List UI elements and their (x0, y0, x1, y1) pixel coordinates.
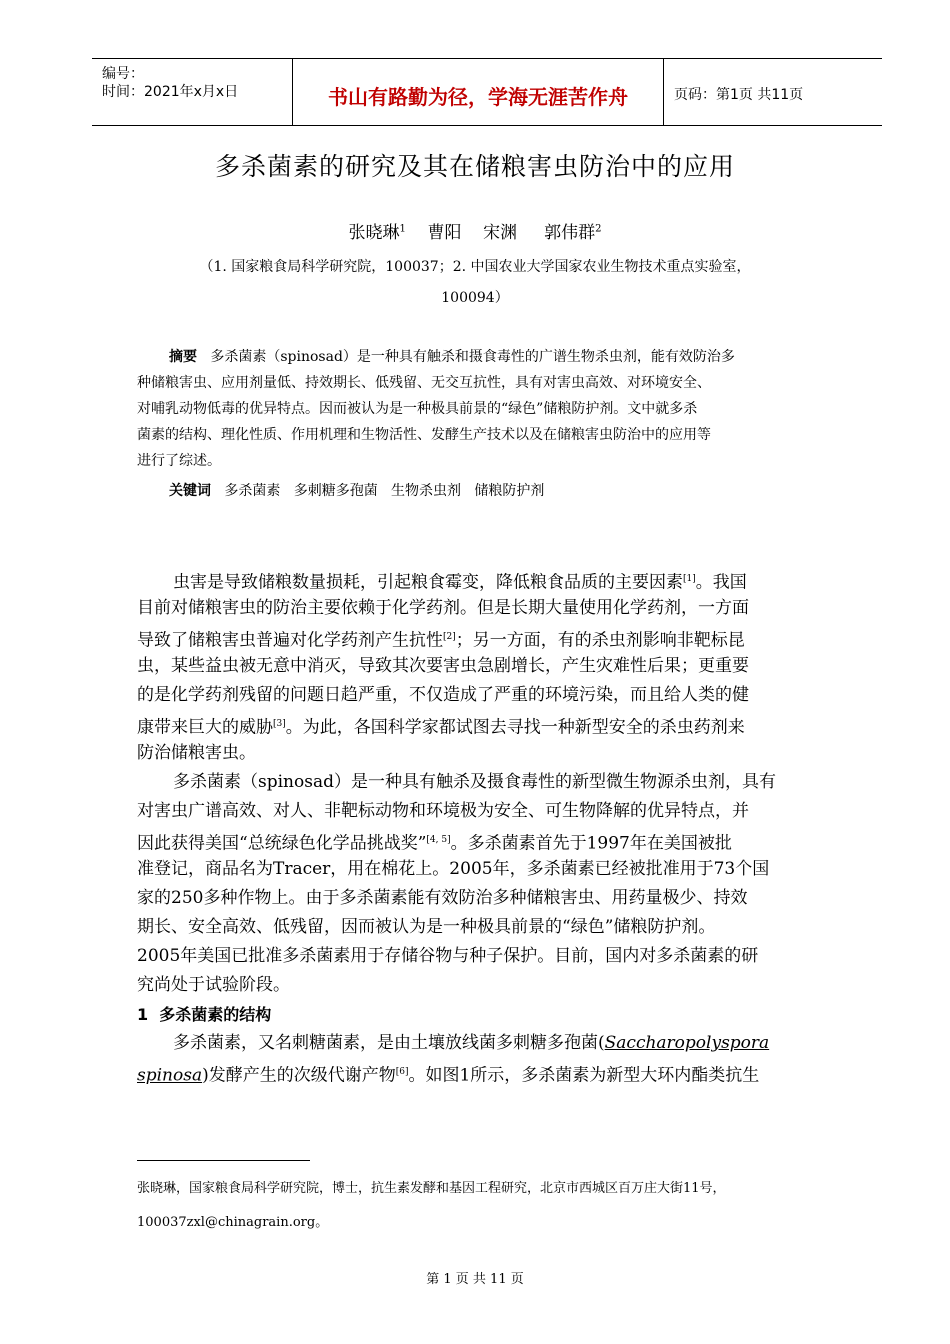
abstract-line: 进行了综述。 (137, 453, 221, 469)
abstract-text: 多杀菌素（spinosad）是一种具有触杀和摄食毒性的广谱生物杀虫剂，能有效防治多 (210, 349, 735, 365)
footnote-divider (137, 1160, 310, 1161)
time-label: 时间：2021年x月x日 (102, 84, 239, 100)
author-name: 宋渊 (483, 223, 518, 243)
affiliation-line-1: （1. 国家粮食局科学研究院，100037；2. 中国农业大学国家农业生物技术重点实验室， (199, 259, 751, 275)
paragraph-line: 虫，某些益虫被无意中消灭，导致其次要害虫急剧增长，产生灾难性后果；更重要 (137, 656, 749, 676)
section-heading: 1 多杀菌素的结构 (137, 1005, 272, 1024)
footnote-line-2: 100037zxl@chinagrain.org。 (137, 1215, 329, 1230)
keywords-line (137, 478, 839, 504)
paragraph-line (137, 1058, 839, 1087)
text-span: 。如图1所示，多杀菌素为新型大环内酯类抗生 (408, 1065, 760, 1086)
header-meta-cell (92, 59, 293, 125)
paragraph-line: 对害虫广谱高效、对人、非靶标动物和环境极为安全、可生物降解的优异特点，并 (137, 801, 749, 821)
citation: [6] (395, 1067, 409, 1077)
text-span: 。我国 (695, 572, 747, 593)
abstract-line: 种储粮害虫、应用剂量低、持效期长、低残留、无交互抗性，具有对害虫高效、对环境安全、 (137, 375, 711, 391)
page-footer: 第 1 页 共 11 页 (426, 1272, 524, 1287)
author-list (0, 218, 950, 243)
text-span: 多杀菌素，又名刺糖菌素，是由土壤放线菌多刺糖多孢菌( (173, 1033, 605, 1053)
author-superscript: 2 (595, 223, 602, 235)
species-name: Saccharopolyspora (604, 1033, 770, 1053)
paragraph-line (137, 826, 839, 855)
paragraph-line: 防治储粮害虫。 (137, 743, 256, 763)
page-label: 页码：第1页 共11页 (674, 87, 804, 103)
text-span: 虫害是导致储粮数量损耗，引起粮食霉变，降低粮食品质的主要因素 (173, 572, 683, 593)
footnote-line-1: 张晓琳，国家粮食局科学研究院，博士，抗生素发酵和基因工程研究，北京市西城区百万庄大街11号， (137, 1181, 726, 1196)
paragraph-line: 2005年美国已批准多杀菌素用于存储谷物与种子保护。目前，国内对多杀菌素的研 (137, 946, 759, 966)
paragraph-line: 目前对储粮害虫的防治主要依赖于化学药剂。但是长期大量使用化学药剂，一方面 (137, 598, 749, 618)
paragraph-line: 期长、安全高效、低残留，因而被认为是一种极具前景的“绿色”储粮防护剂。 (137, 917, 716, 937)
paragraph-line: 多杀菌素（spinosad）是一种具有触杀及摄食毒性的新型微生物源杀虫剂，具有 (173, 772, 776, 792)
author-name: 郭伟群 (544, 223, 596, 243)
paragraph-line: 的是化学药剂残留的问题日趋严重，不仅造成了严重的环境污染，而且给人类的健 (137, 685, 749, 705)
keywords-label: 关键词 (169, 483, 211, 499)
abstract-line: 对哺乳动物低毒的优异特点。因而被认为是一种极具前景的“绿色”储粮防护剂。文中就多杀 (137, 401, 698, 417)
citation: [4, 5] (426, 835, 451, 845)
keywords: 多杀菌素 多刺糖多孢菌 生物杀虫剂 储粮防护剂 (224, 483, 545, 499)
abstract-line: 菌素的结构、理化性质、作用机理和生物活性、发酵生产技术以及在储粮害虫防治中的应用等 (137, 427, 711, 443)
text-span: 导致了储粮害虫普遍对化学药剂产生抗性 (137, 630, 443, 651)
paragraph-line: 准登记，商品名为Tracer，用在棉花上。2005年，多杀菌素已经被批准用于73个国 (137, 859, 770, 879)
header-motto-cell (293, 59, 664, 125)
number-label: 编号： (102, 66, 144, 82)
affiliation-line-2: 100094） (441, 290, 509, 306)
author-name: 曹阳 (427, 223, 462, 243)
page-header (92, 58, 882, 126)
citation: [3] (273, 719, 286, 729)
paragraph-line (137, 623, 839, 652)
text-span: )发酵产生的次级代谢产物 (202, 1065, 396, 1086)
motto: 书山有路勤为径，学海无涯苦作舟 (328, 85, 628, 109)
text-span: ；另一方面，有的杀虫剂影响非靶标昆 (455, 630, 745, 651)
paragraph-line (137, 710, 839, 739)
citation: [1] (683, 574, 696, 584)
abstract-label: 摘要 (169, 349, 197, 365)
author-name: 张晓琳 (348, 223, 400, 243)
paragraph-line (137, 1029, 839, 1058)
citation: [2] (443, 632, 456, 642)
abstract-line (137, 344, 839, 370)
document-title: 多杀菌素的研究及其在储粮害虫防治中的应用 (214, 152, 735, 181)
body-text (137, 565, 839, 1087)
text-span: 康带来巨大的威胁 (137, 717, 273, 738)
author-superscript: 1 (399, 223, 406, 235)
paragraph-line: 究尚处于试验阶段。 (137, 975, 290, 995)
abstract (137, 344, 839, 504)
paragraph-line (137, 565, 839, 594)
text-span: 因此获得美国“总统绿色化学品挑战奖” (137, 833, 427, 854)
species-name: spinosa (137, 1065, 203, 1086)
text-span: 。多杀菌素首先于1997年在美国被批 (450, 833, 732, 854)
paragraph-line: 家的250多种作物上。由于多杀菌素能有效防治多种储粮害虫、用药量极少、持效 (137, 888, 748, 908)
header-page-cell (664, 59, 882, 125)
text-span: 。为此，各国科学家都试图去寻找一种新型安全的杀虫药剂来 (285, 717, 745, 738)
